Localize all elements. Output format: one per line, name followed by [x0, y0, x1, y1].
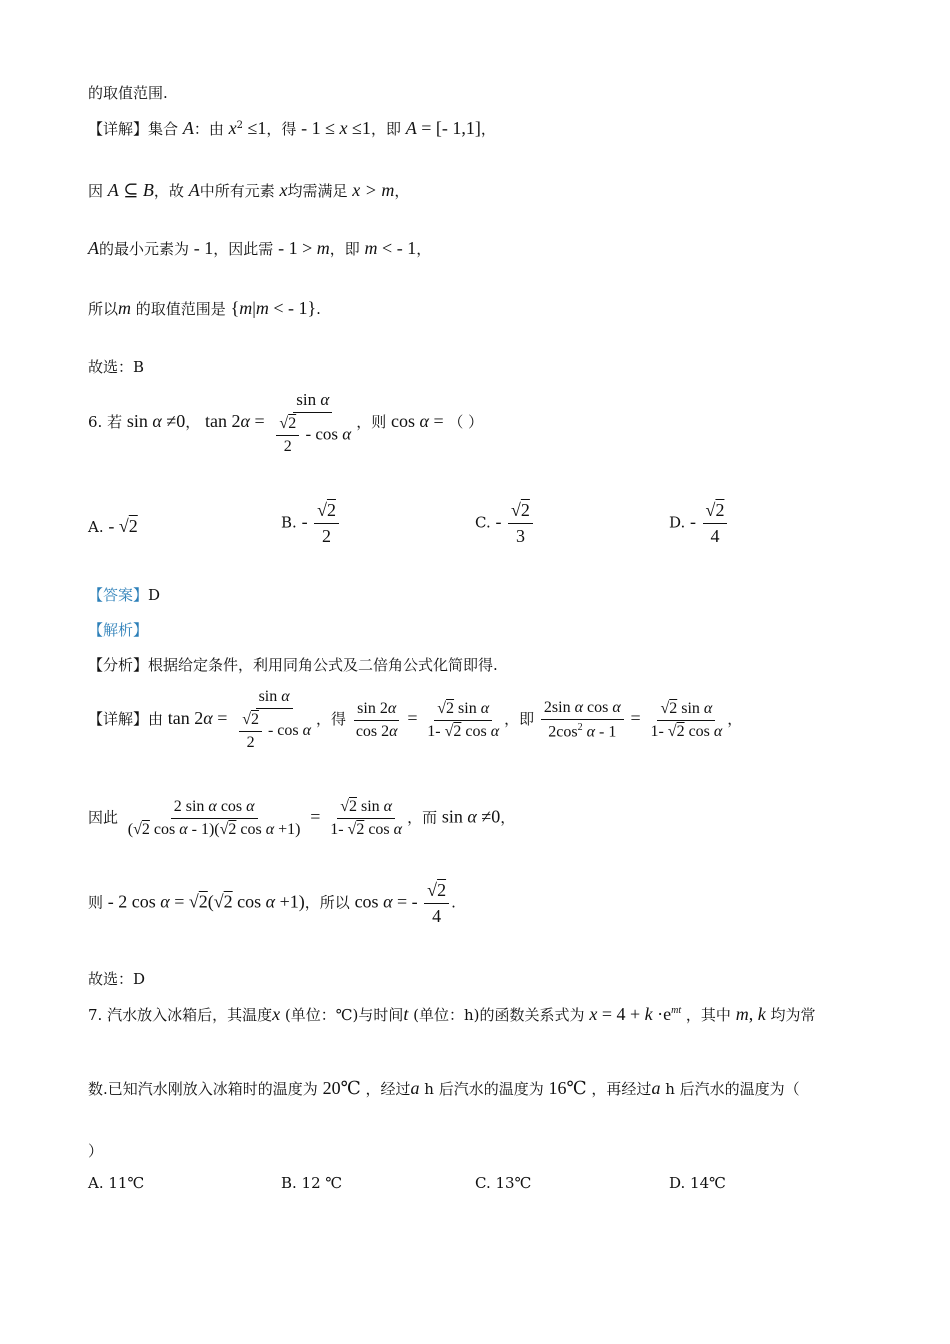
detail-2-line-3: 则 - 2 cos α = √2(√2 cos α +1)，所以 cos α = - $\frac{√2}{4}$ .: [88, 880, 456, 926]
question-7-line-1: 7. 汽水放入冰箱后，其温度x (单位：℃)与时间t (单位：h)的函数关系式为 $x = 4 + k \cdot e^{mt}$ ，其中 m, k 均为常: [88, 1004, 816, 1024]
answer-label: 【答案】D: [88, 586, 161, 604]
question-7-close: ）: [88, 1142, 104, 1160]
q6-option-a[interactable]: A. - √2: [88, 516, 138, 536]
q6-option-d[interactable]: D. - $\frac{√2}{4}$: [669, 500, 729, 547]
q6-option-c[interactable]: C. - $\frac{√2}{3}$: [475, 500, 535, 547]
detail-line-2: 因 A ⊆ B，故 A中所有元素 x均需满足 x > m，: [88, 180, 410, 200]
intro-line: 的取值范围.: [88, 84, 168, 102]
question-6: 6. 若 sin α ≠0， tan 2α = sin α $\frac{√2}{2}$ - cos α ，则 cos α = （ ）: [88, 390, 484, 455]
question-7-line-2: 数.已知汽水刚放入冰箱时的温度为 20℃ ，经过a h 后汽水的温度为 16℃ ，再经过a h 后汽水的温度为（: [88, 1078, 800, 1098]
q7-option-d[interactable]: D. 14℃: [669, 1174, 726, 1192]
detail-2-line-2: 因此 $\frac{\text{2 sin α cos α}}{\text{(√2 cos α - 1)(√2 cos α +1)}}$ = $\frac{\text{√2 sin α}}{\text{1- √2 cos α}}$ ，而 sin α ≠0，: [88, 798, 516, 838]
analysis-label: 【解析】: [88, 621, 149, 639]
analysis-text: 【分析】根据给定条件，利用同角公式及二倍角公式化简即得.: [88, 656, 498, 674]
detail-line-3: A的最小元素为 - 1，因此需 - 1 > m，即 m < - 1，: [88, 238, 432, 258]
q7-option-b[interactable]: B. 12 ℃: [281, 1174, 343, 1192]
q6-option-b[interactable]: B. - $\frac{√2}{2}$: [281, 500, 341, 547]
answer-1: 故选：B: [88, 358, 145, 376]
detail-line-4: 所以m 的取值范围是 {m|m < - 1}.: [88, 298, 321, 318]
detail-2-line-1: 【详解】由 tan 2α = sin α $\frac{√2}{2}$ - cos α ，得 $\frac{\sin 2\alpha}{\cos 2\alpha}$ = $\frac{\text{√2 sin α}}{\text{1- √2 cos α}}$ ，即 $\frac{\text{2sin α cos α}}{2\cos^2 \alpha - 1}$ = $\frac{\text{√2 sin α}}{\text{1- √2 cos α}}$ ，: [88, 688, 743, 751]
detail-line-1: 【详解】集合 A：由 $x^2 \le 1$，得 - 1 ≤ x ≤1，即 A = [- 1,1]，: [88, 118, 496, 138]
q7-option-a[interactable]: A. 11℃: [88, 1174, 145, 1192]
q7-option-c[interactable]: C. 13℃: [475, 1174, 532, 1192]
answer-2: 故选：D: [88, 970, 146, 988]
